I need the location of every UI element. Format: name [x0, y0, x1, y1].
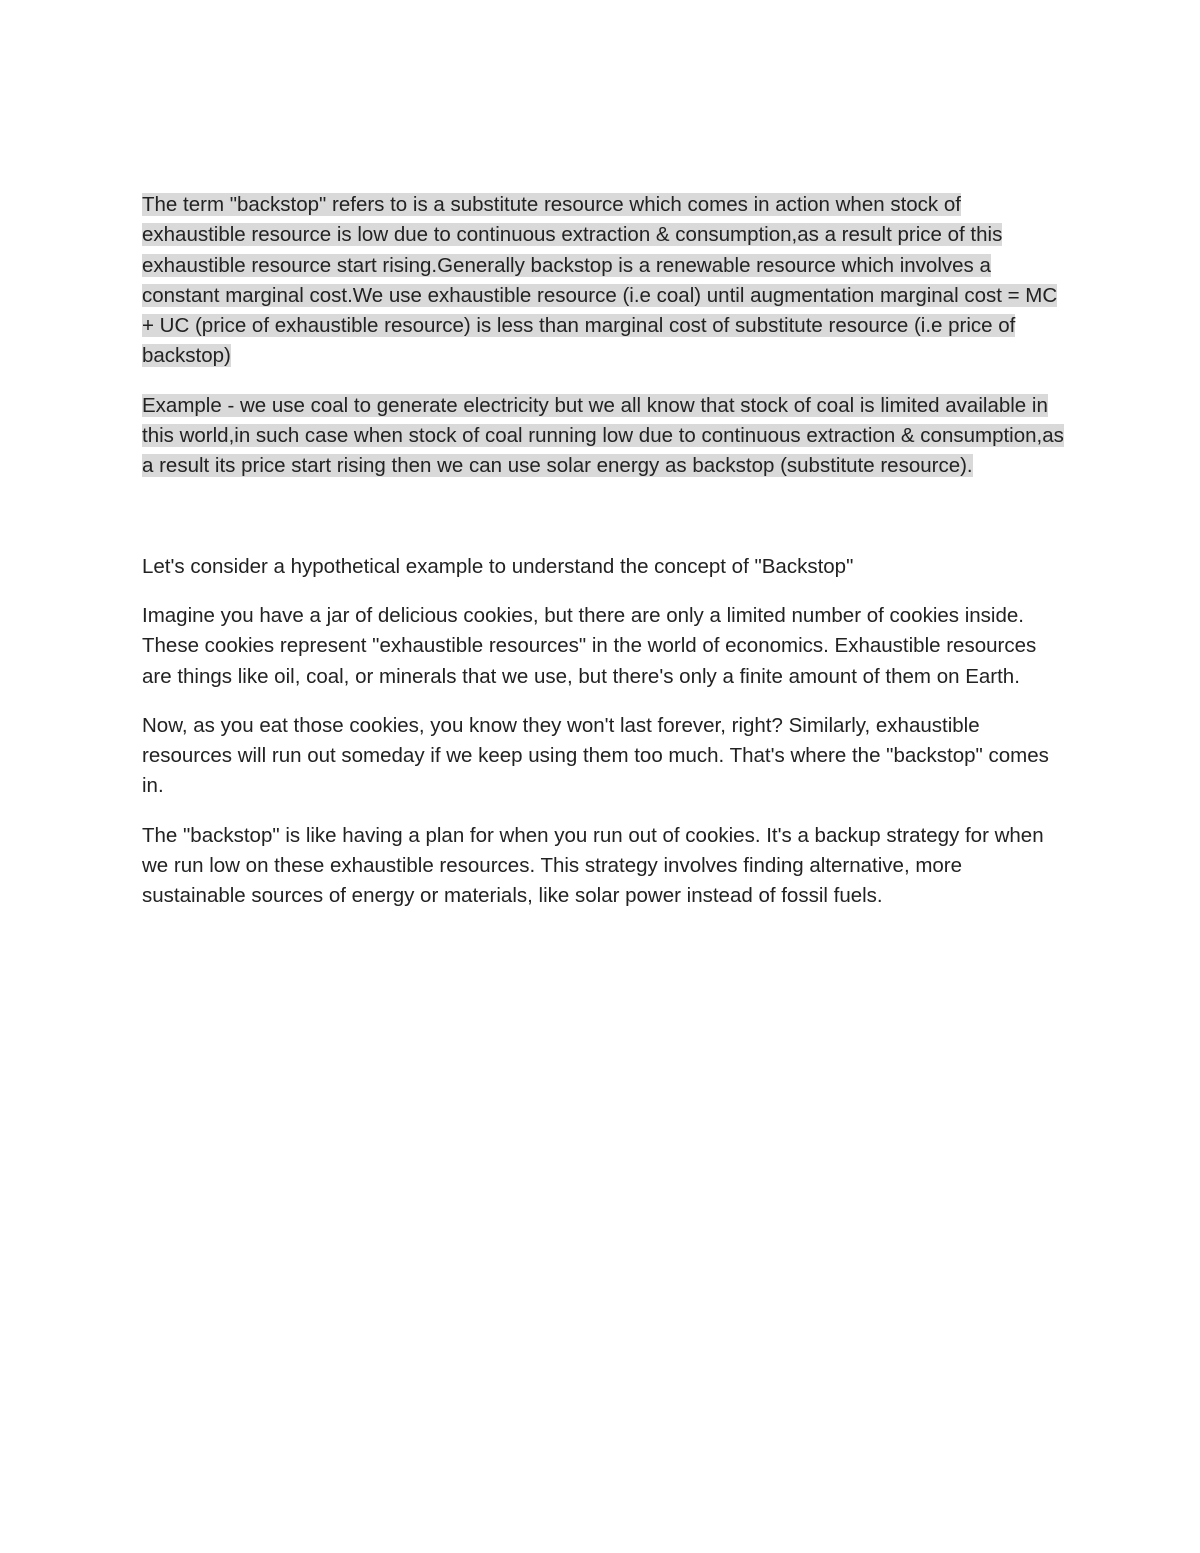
- paragraph-cookies[interactable]: Imagine you have a jar of delicious cookies, but there are only a limited number of cookies inside. These cookies represent "exhaustible resources" in the world of economics. Exhaustible resources are things like oil, coal, or minerals that we use, but there's only a finite amount of them on Earth.: [142, 603, 1037, 688]
- paragraph-intro[interactable]: Let's consider a hypothetical example to understand the concept of "Backstop": [142, 554, 854, 578]
- highlighted-paragraph-definition[interactable]: [142, 190, 1067, 372]
- paragraph-spacer: [142, 501, 1067, 552]
- paragraph-run-out[interactable]: Now, as you eat those cookies, you know they won't last forever, right? Similarly, exhaustible resources will run out someday if we keep using them too much. That's where the "backstop" comes in.: [142, 713, 1049, 798]
- text-highlight: Example - we use coal to generate electricity but we all know that stock of coal is limited available in this world,in such case when stock of coal running low due to continuous extraction & consumption,as a result its price start rising then we can use solar energy as backstop (substitute resource).: [142, 393, 1064, 478]
- paragraph-backstop-plan[interactable]: The "backstop" is like having a plan for when you run out of cookies. It's a backup strategy for when we run low on these exhaustible resources. This strategy involves finding alternative, more sustainable sources of energy or materials, like solar power instead of fossil fuels.: [142, 823, 1044, 908]
- document-body: [142, 190, 1067, 931]
- text-highlight: The term "backstop" refers to is a substitute resource which comes in action when stock of exhaustible resource is low due to continuous extraction & consumption,as a result price of this exhaustible resource start rising.Generally backstop is a renewable resource which involves a constant marginal cost.We use exhaustible resource (i.e coal) until augmentation marginal cost = MC + UC (price of exhaustible resource) is less than marginal cost of substitute resource (i.e price of backstop): [142, 193, 1058, 368]
- highlighted-paragraph-example[interactable]: [142, 391, 1067, 482]
